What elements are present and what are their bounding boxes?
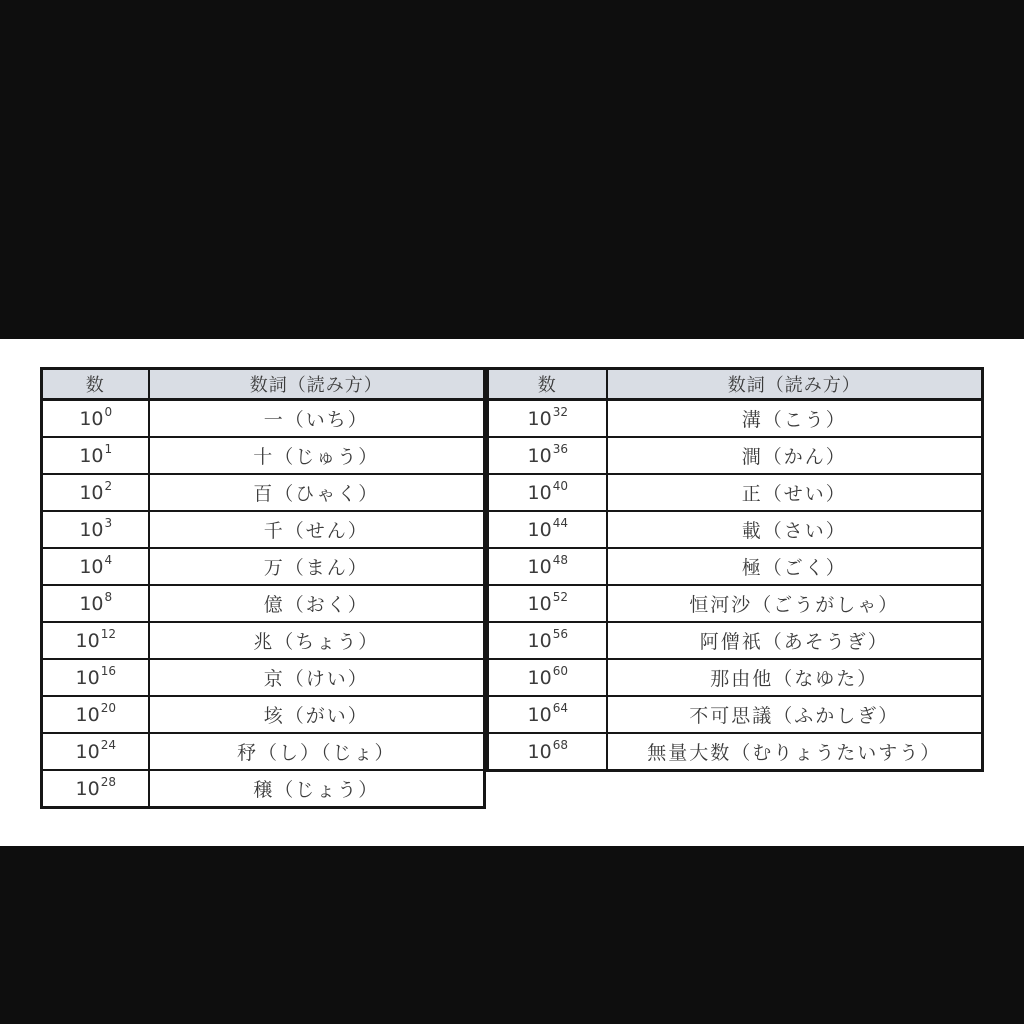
power-of-ten-cell: $10^{68}$ — [488, 733, 607, 771]
exponent: 8 — [104, 590, 113, 605]
right-header-number: 数 — [488, 369, 607, 400]
power-of-ten-cell: $10^3$ — [42, 511, 149, 548]
table-row — [488, 696, 983, 733]
power-of-ten-cell: $10^{60}$ — [488, 659, 607, 696]
power-of-ten-cell: $10^{40}$ — [488, 474, 607, 511]
numeral-name-cell: 恒河沙（ごうがしゃ） — [607, 585, 983, 622]
letterbox-bottom — [0, 846, 1024, 1024]
exponent: 2 — [104, 479, 113, 494]
table-row — [42, 733, 485, 770]
numeral-name-cell: 京（けい） — [149, 659, 485, 696]
exponent: 16 — [100, 664, 116, 679]
numeral-name-cell: 千（せん） — [149, 511, 485, 548]
numeral-name-cell: 阿僧祇（あそうぎ） — [607, 622, 983, 659]
exponent: 20 — [100, 701, 116, 716]
exponent: 40 — [552, 479, 568, 494]
table-row — [42, 511, 485, 548]
exponent: 32 — [552, 405, 568, 420]
table-row — [42, 437, 485, 474]
table-row — [488, 474, 983, 511]
tables-row — [40, 367, 984, 809]
table-row — [42, 400, 485, 438]
header-row — [488, 369, 983, 400]
left-header-name: 数詞（読み方） — [149, 369, 485, 400]
numeral-name-cell: 正（せい） — [607, 474, 983, 511]
table-row — [42, 622, 485, 659]
power-of-ten-cell: $10^{32}$ — [488, 400, 607, 438]
table-row — [488, 437, 983, 474]
exponent: 24 — [100, 738, 116, 753]
numeral-name-cell: 穣（じょう） — [149, 770, 485, 808]
header-row — [42, 369, 485, 400]
exponent: 52 — [552, 590, 568, 605]
power-of-ten-cell: $10^0$ — [42, 400, 149, 438]
table-row — [488, 733, 983, 771]
numeral-name-cell: 極（ごく） — [607, 548, 983, 585]
numeral-name-cell: 十（じゅう） — [149, 437, 485, 474]
power-of-ten-cell: $10^{56}$ — [488, 622, 607, 659]
table-row — [488, 511, 983, 548]
power-of-ten-cell: $10^{20}$ — [42, 696, 149, 733]
table-row — [42, 474, 485, 511]
power-of-ten-cell: $10^{16}$ — [42, 659, 149, 696]
power-of-ten-cell: $10^{36}$ — [488, 437, 607, 474]
table-row — [488, 548, 983, 585]
numeral-name-cell: 澗（かん） — [607, 437, 983, 474]
exponent: 60 — [552, 664, 568, 679]
exponent: 0 — [104, 405, 113, 420]
numeral-name-cell: 不可思議（ふかしぎ） — [607, 696, 983, 733]
power-of-ten-cell: $10^{48}$ — [488, 548, 607, 585]
power-of-ten-cell: $10^{44}$ — [488, 511, 607, 548]
numeral-name-cell: 那由他（なゆた） — [607, 659, 983, 696]
table-row — [488, 585, 983, 622]
table-row — [488, 400, 983, 438]
letterbox-top — [0, 0, 1024, 339]
power-of-ten-cell: $10^4$ — [42, 548, 149, 585]
table-row — [42, 548, 485, 585]
power-of-ten-cell: $10^{52}$ — [488, 585, 607, 622]
table-row — [488, 622, 983, 659]
right-number-table — [486, 367, 984, 772]
exponent: 4 — [104, 553, 113, 568]
table-panel — [0, 339, 1024, 846]
exponent: 1 — [104, 442, 113, 457]
numeral-name-cell: 一（いち） — [149, 400, 485, 438]
numeral-name-cell: 載（さい） — [607, 511, 983, 548]
exponent: 44 — [552, 516, 568, 531]
left-number-table — [40, 367, 486, 809]
table-row — [42, 585, 485, 622]
table-row — [42, 696, 485, 733]
numeral-name-cell: 兆（ちょう） — [149, 622, 485, 659]
power-of-ten-cell: $10^2$ — [42, 474, 149, 511]
exponent: 68 — [552, 738, 568, 753]
exponent: 64 — [552, 701, 568, 716]
power-of-ten-cell: $10^{64}$ — [488, 696, 607, 733]
table-row — [42, 659, 485, 696]
numeral-name-cell: 垓（がい） — [149, 696, 485, 733]
exponent: 3 — [104, 516, 113, 531]
table-row — [488, 659, 983, 696]
exponent: 12 — [100, 627, 116, 642]
power-of-ten-cell: $10^1$ — [42, 437, 149, 474]
numeral-name-cell: 万（まん） — [149, 548, 485, 585]
exponent: 48 — [552, 553, 568, 568]
exponent: 28 — [100, 775, 116, 790]
numeral-name-cell: 無量大数（むりょうたいすう） — [607, 733, 983, 771]
power-of-ten-cell: $10^{12}$ — [42, 622, 149, 659]
numeral-name-cell: 百（ひゃく） — [149, 474, 485, 511]
table-row — [42, 770, 485, 808]
right-header-name: 数詞（読み方） — [607, 369, 983, 400]
power-of-ten-cell: $10^{24}$ — [42, 733, 149, 770]
numeral-name-cell: 溝（こう） — [607, 400, 983, 438]
exponent: 56 — [552, 627, 568, 642]
power-of-ten-cell: $10^{28}$ — [42, 770, 149, 808]
power-of-ten-cell: $10^8$ — [42, 585, 149, 622]
numeral-name-cell: 億（おく） — [149, 585, 485, 622]
numeral-name-cell: 𥝱（し）（じょ） — [149, 733, 485, 770]
left-header-number: 数 — [42, 369, 149, 400]
exponent: 36 — [552, 442, 568, 457]
